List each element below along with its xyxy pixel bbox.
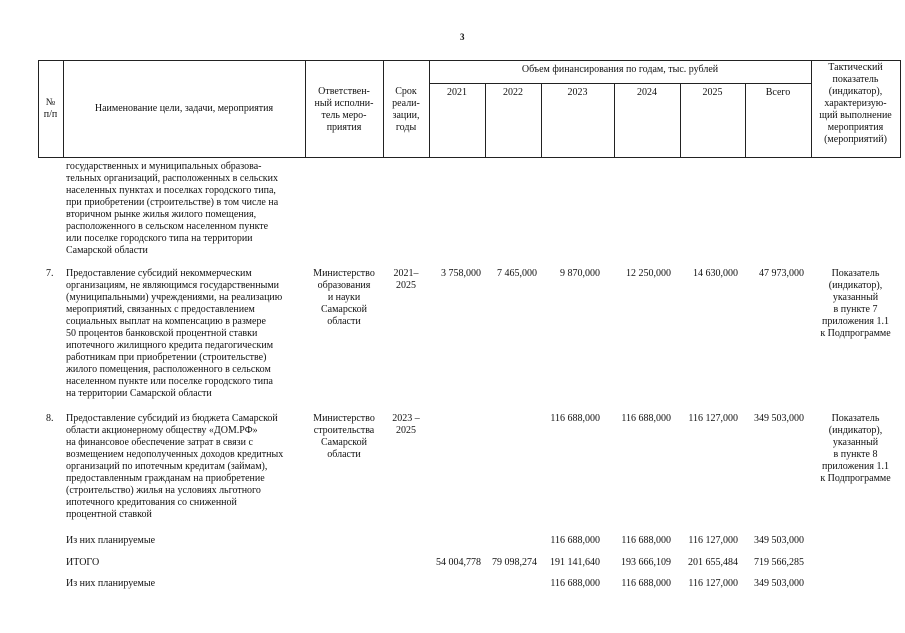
header-name: Наименование цели, задачи, мероприятия [94,103,274,114]
header-year-2021: 2021 [447,87,467,98]
summary-planned-2025: 116 127,000 [688,535,738,546]
row-8-value-2023: 116 688,000 [550,413,600,424]
row-7-value-2024: 12 250,000 [626,268,671,279]
header-finance: Объем финансирования по годам, тыс. рублей [521,64,719,75]
header-year-2024: 2024 [637,87,657,98]
summary-planned-2023: 116 688,000 [550,535,600,546]
row-7-indicator: Показатель (индикатор), указанный в пункте 7 приложения 1.1 к Подпрограмме [820,268,891,339]
summary-planned-label: Из них планируемые [66,535,156,546]
row-7-value-total: 47 973,000 [759,268,804,279]
summary-planned2-total: 349 503,000 [754,578,804,589]
summary-planned2-2025: 116 127,000 [688,578,738,589]
summary-planned2-2023: 116 688,000 [550,578,600,589]
summary-planned2-label: Из них планируемые [66,578,156,589]
row-8-term: 2023 – 2025 [392,413,420,436]
row-8-value-total: 349 503,000 [754,413,804,424]
row-8-value-2025: 116 127,000 [688,413,738,424]
summary-planned2-2024: 116 688,000 [621,578,671,589]
row-8-executor: Министерство строительства Самарской области [313,413,375,460]
summary-total-2023: 191 141,640 [550,557,600,568]
header-indicator: Тактический показатель (индикатор), характеризую- щий выполнение мероприятия (мероприятий) [819,62,892,145]
header-year-2025: 2025 [702,87,723,98]
header-top-border [38,60,901,61]
row-7-num: 7. [46,268,54,279]
header-year-2022: 2022 [503,87,523,98]
header-executor: Ответствен- ный исполни- тель меро- приятия [314,86,374,133]
row-8-value-2024: 116 688,000 [621,413,671,424]
row-8-num: 8. [46,413,54,424]
row-7-value-2023: 9 870,000 [560,268,600,279]
page-number: 3 [460,32,465,42]
summary-planned-2024: 116 688,000 [621,535,671,546]
row-7-term: 2021– 2025 [393,268,419,291]
row-7-name: Предоставление субсидий некоммерческим организациям, не являющимся государственными (муниципальными) учреждениями, на реализацию мероприятий, связанных с предоставлением социальных выплат на компенсацию в размере 50 процентов банковской процентной ставки ипотечного жилищного кредита педагогическим работникам при приобретении (строительстве) жилого помещения, расположенного в сельском населенном пункте или поселке городского типа на территории Самарской области [66,268,283,399]
header-bottom-border [38,157,901,158]
summary-total-total: 719 566,285 [754,557,804,568]
summary-total-2025: 201 655,484 [688,557,738,568]
row-8-name: Предоставление субсидий из бюджета Самарской области акционерному обществу «ДОМ.РФ» на финансовое обеспечение затрат в связи с возмещением недополученных доходов кредитных организаций по ипотечным кредитам (займам), предоставленным гражданам на приобретение (строительство) жилья на условиях льготного ипотечного кредитования со сниженной процентной ставкой [66,413,284,520]
summary-total-label: ИТОГО [66,557,100,568]
summary-total-2022: 79 098,274 [492,557,537,568]
row-8-indicator: Показатель (индикатор), указанный в пункте 8 приложения 1.1 к Подпрограмме [820,413,891,484]
row-7-value-2022: 7 465,000 [497,268,537,279]
header-term: Срок реали- зации, годы [392,86,420,133]
continuation-text: государственных и муниципальных образова- тельных организаций, расположенных в сельских населенных пунктах и поселках городского типа, при приобретении (строительстве) в том числе на вторичном рынке жилья жилого помещения, расположенного в сельском населенном пункте или поселке городского типа на территории Самарской области [66,161,279,256]
header-year-2023: 2023 [567,87,588,98]
row-7-executor: Министерство образования и науки Самарской области [313,268,375,327]
header-finance-divider [429,83,811,84]
summary-total-2024: 193 666,109 [621,557,671,568]
header-num: № п/п [43,97,58,120]
header-col-border [900,60,901,158]
summary-planned-total: 349 503,000 [754,535,804,546]
summary-total-2021: 54 004,778 [436,557,481,568]
row-7-value-2021: 3 758,000 [441,268,481,279]
header-total: Всего [765,87,791,98]
row-7-value-2025: 14 630,000 [693,268,738,279]
